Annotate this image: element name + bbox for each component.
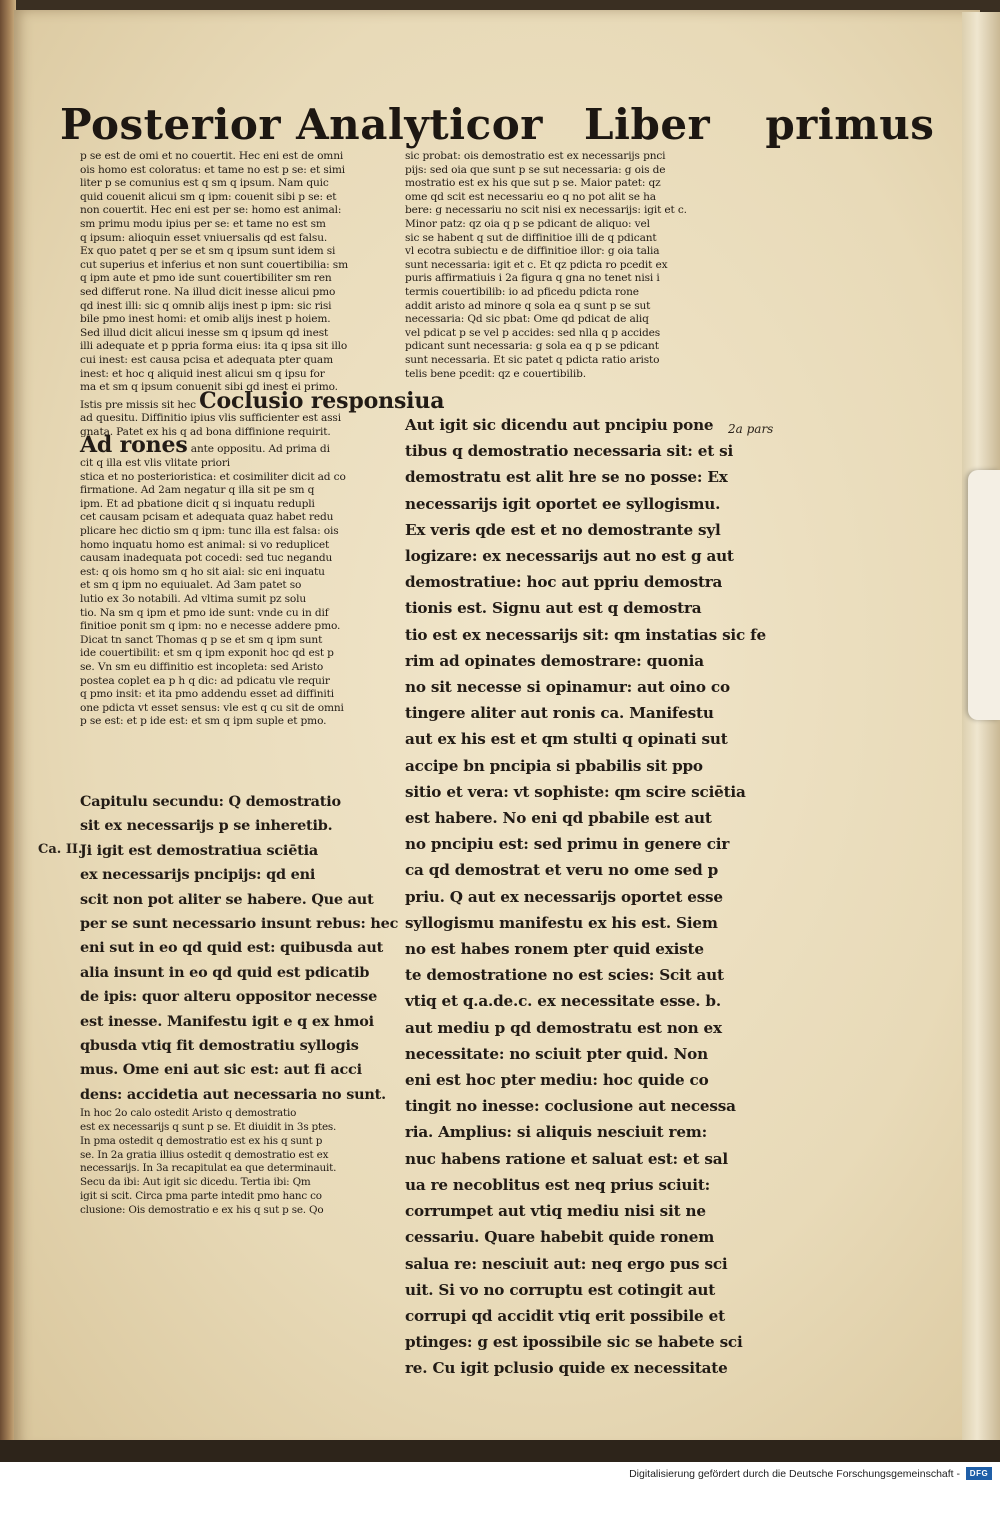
text-line: q ipsum: alioquin esset vniuersalis qd est falsu. — [80, 231, 328, 244]
main-text-line: aut mediu p qd demostratu est non ex — [405, 1018, 722, 1037]
main-text-line: accipe bn pncipia si pbabilis sit ppo — [405, 756, 703, 775]
main-text-line: alia insunt in eo qd quid est pdicatib — [80, 963, 370, 981]
commentary-line: In hoc 2o calo ostedit Aristo q demostratio — [80, 1107, 297, 1120]
main-text-line: logizare: ex necessarijs aut no est g aut — [405, 547, 734, 566]
text-line: quid couenit alicui sm q ipm: couenit sibi p se: et — [80, 190, 337, 203]
main-text-line: est inesse. Manifestu igit e q ex hmoi — [80, 1012, 374, 1030]
main-text-line: necessarijs igit oportet ee syllogismu. — [405, 494, 721, 513]
main-text-line: nuc habens ratione et saluat est: et sal — [405, 1149, 728, 1168]
text-line: postea coplet ea p h q dic: ad pdicatu vle requir — [80, 674, 330, 687]
chapter-margin-label: Ca. II. — [38, 842, 83, 857]
text-line: bere: g necessariu no scit nisi ex necessarijs: igit et c. — [405, 204, 687, 217]
main-text-line: demostratu est alit hre se no posse: Ex — [405, 468, 728, 487]
text-line: sunt necessaria. Et sic patet q pdicta ratio aristo — [405, 353, 660, 366]
text-line: tio. Na sm q ipm et pmo ide sunt: vnde cu in dif — [80, 606, 329, 619]
left-main-column — [80, 790, 399, 1310]
text-line: ipm. Et ad pbatione dicit q si inquatu redupli — [80, 497, 315, 510]
chapter-heading: sit ex necessarijs p se inheretib. — [80, 817, 333, 835]
text-line: cet causam pcisam et adequata quaz habet redu — [80, 511, 334, 524]
text-line: sunt necessaria: igit et c. Et qz pdicta ro pcedit ex — [405, 258, 668, 271]
main-text-line: tio est ex necessarijs sit: qm instatias sic fe — [405, 625, 766, 644]
text-line: inest: et hoc q aliquid inest alicui sm q ipsu for — [80, 367, 325, 380]
left-commentary-column — [80, 150, 445, 790]
page-fore-edge — [962, 12, 1000, 1448]
commentary-line: In pma ostedit q demostratio est ex his q sunt p — [80, 1134, 323, 1147]
text-line: addit aristo ad minore q sola ea q sunt p se sut — [405, 299, 651, 312]
text-line: p se est: et p ide est: et sm q ipm suple et pmo. — [80, 715, 327, 728]
text-line: est: q ois homo sm q ho sit aial: sic eni inquatu — [80, 565, 325, 578]
main-text-line: priu. Q aut ex necessarijs oportet esse — [405, 887, 723, 906]
book-clip — [968, 470, 1000, 720]
text-line: gnata. Patet ex his q ad bona diffinione requirit. — [80, 425, 331, 438]
commentary-line: igit si scit. Circa pma parte intedit pmo hanc co — [80, 1190, 322, 1203]
commentary-line: clusione: Ois demostratio e ex his q sut p se. Qo — [80, 1203, 324, 1216]
footer-bar — [0, 1462, 1000, 1487]
text-line: stica et no posterioristica: et cosimiliter dicit ad co — [80, 470, 346, 483]
commentary-line: se. In 2a gratia illius ostedit q demostratio est ex — [80, 1148, 329, 1161]
main-text-line: ua re necoblitus est neq prius sciuit: — [405, 1175, 711, 1194]
main-text-line: sitio et vera: vt sophiste: qm scire sciētia — [405, 782, 746, 801]
main-text-line: Ji igit est demostratiua sciētia — [80, 841, 318, 859]
text-line: ma et sm q ipsum conuenit sibi qd inest ei primo. — [80, 381, 338, 394]
main-text-line: Ex veris qde est et no demostrante syl — [405, 520, 721, 539]
text-line: vl ecotra subiectu e de diffinitioe illor: g oia talia — [405, 245, 660, 258]
main-text-line: corrumpet aut vtiq mediu nisi sit ne — [405, 1202, 706, 1221]
main-text-line: tingere aliter aut ronis ca. Manifestu — [405, 704, 714, 723]
text-line: Ex quo patet q per se et sm q ipsum sunt idem si — [80, 245, 336, 258]
text-line: cit q illa est vlis vlitate priori — [80, 457, 231, 470]
main-text-line: tibus q demostratio necessaria sit: et si — [405, 442, 734, 461]
main-text-line: ptinges: g est ipossibile sic se habete sci — [405, 1333, 743, 1352]
text-line: bile pmo inest homi: et omib alijs inest p hoiem. — [80, 313, 331, 326]
text-line: liter p se comunius est q sm q ipsum. Nam quic — [80, 177, 329, 190]
running-head-part: Posterior Analyticor — [60, 100, 543, 149]
main-text-line: per se sunt necessario insunt rebus: hec — [80, 915, 399, 933]
conclusio-label: Istis pre missis sit hec — [80, 398, 196, 411]
text-line: Sed illud dicit alicui inesse sm q ipsum qd inest — [80, 326, 329, 339]
main-text-line: uit. Si vo no corruptu est cotingit aut — [405, 1280, 716, 1299]
text-line: cut superius et inferius et non sunt couertibilia: sm — [80, 258, 348, 271]
main-text-line: demostratiue: hoc aut ppriu demostra — [405, 573, 723, 592]
dfg-logo: DFG — [966, 1467, 992, 1480]
text-line: sic probat: ois demostratio est ex necessarijs pnci — [405, 150, 666, 162]
commentary-line: necessarijs. In 3a recapitulat ea que determinauit. — [80, 1162, 337, 1175]
commentary-line: est ex necessarijs q sunt p se. Et diuidit in 3s ptes. — [80, 1121, 337, 1134]
main-text-line: mus. Ome eni aut sic est: aut fi acci — [80, 1061, 362, 1079]
text-line: ad quesitu. Diffinitio ipius vlis sufficienter est assi — [80, 412, 341, 425]
ad-rones-title: Ad rones — [80, 432, 188, 459]
text-line: ide couertibilit: et sm q ipm exponit hoc qd est p — [80, 647, 334, 660]
text-line: non couertit. Hec eni est per se: homo est animal: — [80, 204, 342, 217]
text-line: causam inadequata pot cocedi: sed tuc negandu — [80, 552, 333, 565]
text-line: ois homo est coloratus: et tame no est p se: et simi — [80, 163, 345, 176]
main-text-line: aut ex his est et qm stulti q opinati sut — [405, 730, 728, 749]
text-line: sed differut rone. Na illud dicit inesse alicui pmo — [80, 285, 336, 298]
text-line: termis couertibilib: io ad pficedu pdicta rone — [405, 285, 639, 298]
main-text-line: eni est hoc pter mediu: hoc quide co — [405, 1071, 709, 1090]
text-fragment: ante oppositu. Ad prima di — [190, 443, 330, 456]
margin-note-pars: 2a pars — [728, 422, 774, 436]
text-line: q pmo insit: et ita pmo addendu esset ad diffiniti — [80, 688, 334, 701]
text-line: ome qd scit est necessariu eo q no pot alit se ha — [405, 190, 656, 203]
running-head-part: primus — [765, 100, 935, 149]
main-text-line: vtiq et q.a.de.c. ex necessitate esse. b. — [405, 992, 721, 1011]
main-text-line: cessariu. Quare habebit quide ronem — [405, 1228, 715, 1247]
main-text-line: necessitate: no sciuit pter quid. Non — [405, 1044, 708, 1063]
text-line: sm primu modu ipius per se: et tame no est sm — [80, 217, 326, 230]
main-text-line: no sit necesse si opinamur: aut oino co — [405, 678, 730, 697]
main-text-line: rim ad opinates demostrare: quonia — [405, 651, 704, 670]
text-line: one pdicta vt esset sensus: vle est q cu sit de omni — [80, 701, 344, 714]
text-line: finitioe ponit sm q ipm: no e necesse addere pmo. — [80, 620, 341, 633]
running-head — [60, 100, 935, 156]
main-text-line: syllogismu manifestu ex his est. Siem — [405, 913, 718, 932]
ad-rones-line — [80, 432, 392, 459]
text-line: q ipm aute et pmo ide sunt couertibiliter sm ren — [80, 272, 332, 285]
text-line: necessaria: Qd sic pbat: Ome qd pdicat de aliq — [405, 313, 649, 326]
text-line: Dicat tn sanct Thomas q p se et sm q ipm sunt — [80, 633, 323, 646]
running-head-part: Liber — [583, 100, 711, 149]
text-line: pdicant sunt necessaria: g sola ea q p se pdicant — [405, 340, 659, 353]
text-line: homo inquatu homo est animal: si vo reduplicet — [80, 538, 330, 551]
right-commentary-column — [405, 150, 735, 410]
text-line: firmatione. Ad 2am negatur q illa sit pe sm q — [80, 484, 315, 497]
text-line: se. Vn sm eu diffinitio est incopleta: sed Aristo — [80, 660, 324, 673]
text-line: qd inest illi: sic q omnib alijs inest p ipm: sic risi — [80, 299, 332, 312]
chapter-heading: Capitulu secundu: Q demostratio — [80, 793, 341, 810]
main-text-line: ex necessarijs pncipijs: qd eni — [80, 866, 316, 884]
main-text-line: tingit no inesse: coclusione aut necessa — [405, 1097, 736, 1116]
text-line: illi adequate et p ppria forma eius: ita q ipsa sit illo — [80, 340, 348, 353]
main-text-line: eni sut in eo qd quid est: quibusda aut — [80, 939, 384, 957]
commentary-line: Secu da ibi: Aut igit sic dicedu. Tertia ibi: Qm — [80, 1176, 311, 1189]
main-text-line: scit non pot aliter se habere. Que aut — [80, 890, 374, 908]
text-line: puris affirmatiuis i 2a figura q gna no tenet nisi i — [405, 272, 660, 285]
text-line: Minor patz: qz oia q p se pdicant de aliquo: vel — [405, 217, 650, 230]
main-text-line: ca qd demostrat et veru no ome sed p — [405, 861, 719, 880]
text-line: mostratio est ex his que sut p se. Maior patet: qz — [405, 177, 661, 190]
text-line: plicare hec dictio sm q ipm: tunc illa est falsa: ois — [80, 525, 339, 538]
main-text-line: tionis est. Signu aut est q demostra — [405, 599, 702, 618]
footer-credit: Digitalisierung gefördert durch die Deutsche Forschungsgemeinschaft - — [629, 1468, 960, 1480]
text-line: sic se habent q sut de diffinitioe illi de q pdicant — [405, 231, 657, 244]
main-text-line: de ipis: quor alteru oppositor necesse — [80, 988, 378, 1006]
main-text-line: re. Cu igit pclusio quide ex necessitate — [405, 1359, 728, 1378]
main-text-line: te demostratione no est scies: Scit aut — [405, 966, 724, 985]
conclusio-title: Coclusio responsiua — [199, 387, 445, 414]
main-text-line: dens: accidetia aut necessaria no sunt. — [80, 1085, 386, 1103]
main-text-line: no est habes ronem pter quid existe — [405, 940, 704, 959]
text-line: pijs: sed oia que sunt p se sut necessaria: g ois de — [405, 163, 666, 176]
main-text-line: est habere. No eni qd pbabile est aut — [405, 809, 712, 828]
text-line: cui inest: est causa pcisa et adequata pter quam — [80, 353, 333, 366]
main-text-line: corrupi qd accidit vtiq erit possibile et — [405, 1306, 725, 1325]
main-text-line: qbusda vtiq fit demostratiu syllogis — [80, 1037, 359, 1055]
text-line: lutio ex 3o notabili. Ad vltima sumit pz solu — [80, 593, 307, 605]
main-text-line: salua re: nesciuit aut: neq ergo pus sci — [405, 1254, 728, 1273]
main-text-line: no pncipiu est: sed primu in genere cir — [405, 835, 730, 854]
text-line: p se est de omi et no couertit. Hec eni est de omni — [80, 150, 344, 162]
main-text-line: ria. Amplius: si aliquis nesciuit rem: — [405, 1123, 708, 1142]
text-line: telis bene pcedit: qz e couertibilib. — [405, 367, 586, 380]
text-line: et sm q ipm no equiualet. Ad 3am patet so — [80, 579, 302, 592]
text-line: vel pdicat p se vel p accides: sed nlla q p accides — [405, 326, 661, 339]
main-text-line: Aut igit sic dicendu aut pncipiu pone — [405, 416, 714, 434]
